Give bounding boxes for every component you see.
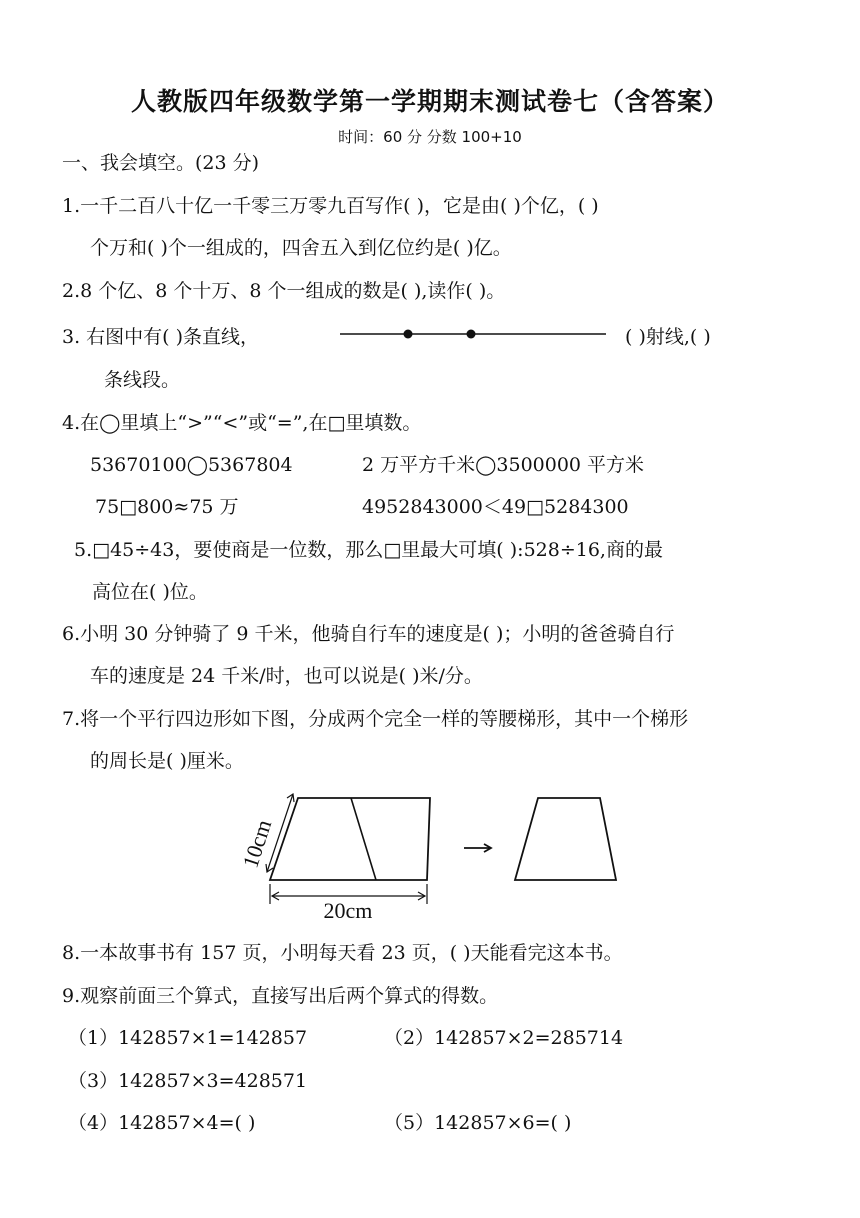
parallelogram-shape <box>270 798 430 880</box>
question-9-equation-2: （2）142857×2=285714 <box>384 1027 624 1049</box>
cut-line <box>351 798 376 880</box>
question-5-line-1: 5.□45÷43，要使商是一位数，那么□里最大可填( ):528÷16,商的最 <box>74 539 663 561</box>
point-1 <box>404 330 413 339</box>
question-7-line-1: 7.将一个平行四边形如下图，分成两个完全一样的等腰梯形，其中一个梯形 <box>62 708 689 730</box>
question-2: 2.8 个亿、8 个十万、8 个一组成的数是( ),读作( )。 <box>62 280 506 302</box>
question-3-text-continued: ( )射线,( ) <box>625 326 711 348</box>
question-4-heading: 4.在◯里填上“>”“<”或“=”,在□里填数。 <box>62 412 422 434</box>
question-7-line-2: 的周长是( )厘米。 <box>90 750 244 772</box>
question-9-heading: 9.观察前面三个算式，直接写出后两个算式的得数。 <box>62 985 499 1007</box>
question-4-item-b: 2 万平方千米◯3500000 平方米 <box>362 454 645 476</box>
question-1-line-1: 1.一千二百八十亿一千零三万零九百写作( )，它是由( )个亿，( ) <box>62 195 599 217</box>
exam-info: 时间：60 分 分数 100+10 <box>338 128 522 146</box>
question-4-item-d: 4952843000＜49□5284300 <box>362 496 629 518</box>
base-length-label: 20cm <box>323 898 373 923</box>
line-with-two-points-figure <box>338 326 610 346</box>
question-3-line-2: 条线段。 <box>104 369 181 391</box>
point-2 <box>467 330 476 339</box>
question-1-line-2: 个万和( )个一组成的，四舍五入到亿位约是( )亿。 <box>90 237 512 259</box>
question-5-line-2: 高位在( )位。 <box>92 581 208 603</box>
question-9-equation-4: （4）142857×4=( ) <box>68 1112 256 1134</box>
question-9-equation-1: （1）142857×1=142857 <box>68 1027 308 1049</box>
side-length-label: 10cm <box>237 816 277 871</box>
question-9-equation-5: （5）142857×6=( ) <box>384 1112 572 1134</box>
question-4-item-c: 75□800≈75 万 <box>95 496 239 518</box>
section-heading: 一、我会填空。(23 分) <box>62 152 260 174</box>
trapezoid-shape <box>515 798 616 880</box>
question-6-line-1: 6.小明 30 分钟骑了 9 千米，他骑自行车的速度是( )；小明的爸爸骑自行 <box>62 623 675 645</box>
question-8: 8.一本故事书有 157 页，小明每天看 23 页，( )天能看完这本书。 <box>62 942 623 964</box>
page-title: 人教版四年级数学第一学期期末测试卷七（含答案） <box>130 87 729 116</box>
parallelogram-figure <box>230 788 630 928</box>
question-6-line-2: 车的速度是 24 千米/时，也可以说是( )米/分。 <box>90 665 483 687</box>
question-3-text: 3. 右图中有( )条直线， <box>62 326 260 348</box>
question-4-item-a: 53670100◯5367804 <box>90 454 293 476</box>
question-9-equation-3: （3）142857×3=428571 <box>68 1070 308 1092</box>
